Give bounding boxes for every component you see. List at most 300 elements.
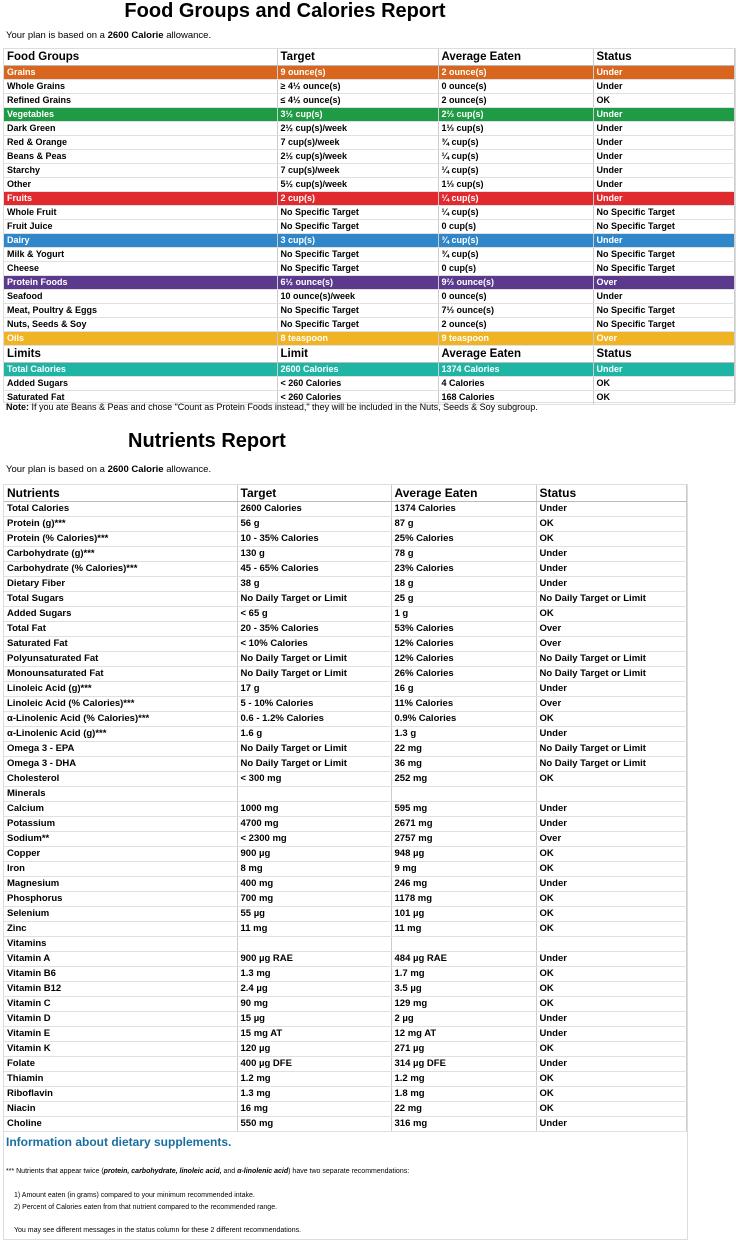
nutrient-row <box>4 1102 686 1117</box>
table-cell: Over <box>536 622 686 637</box>
table-cell: ¼ cup(s) <box>438 192 593 206</box>
table-cell: Grains <box>4 66 277 80</box>
table-cell: 2757 mg <box>391 832 536 847</box>
nutrient-row <box>4 652 686 667</box>
table-cell: Vitamin D <box>4 1012 237 1027</box>
table-cell: < 65 g <box>237 607 391 622</box>
table-cell: OK <box>536 517 686 532</box>
table-cell: 90 mg <box>237 997 391 1012</box>
table-cell: 12 mg AT <box>391 1027 536 1042</box>
table-cell: Status <box>593 49 734 66</box>
table-cell: OK <box>536 1042 686 1057</box>
table-cell: OK <box>536 997 686 1012</box>
table-cell: 9 ounce(s) <box>277 66 438 80</box>
table-cell: OK <box>536 922 686 937</box>
table-cell: Vitamin K <box>4 1042 237 1057</box>
food-group-row <box>4 66 734 80</box>
table-cell: Total Sugars <box>4 592 237 607</box>
table-cell: Under <box>536 1057 686 1072</box>
nutrient-row <box>4 772 686 787</box>
table-cell: ¾ cup(s) <box>438 234 593 248</box>
table-cell: 101 µg <box>391 907 536 922</box>
table-cell: 0 ounce(s) <box>438 290 593 304</box>
nutrient-row <box>4 757 686 772</box>
nutrient-row <box>4 1117 686 1132</box>
table-cell: Cholesterol <box>4 772 237 787</box>
nutrient-row <box>4 982 686 997</box>
table-cell: 2⅔ cup(s) <box>438 108 593 122</box>
table-cell: Iron <box>4 862 237 877</box>
table-cell: 271 µg <box>391 1042 536 1057</box>
table-cell: Vegetables <box>4 108 277 122</box>
table-cell: 5 - 10% Calories <box>237 697 391 712</box>
nutrient-row <box>4 682 686 697</box>
table-cell: 11 mg <box>391 922 536 937</box>
nutrient-row <box>4 787 686 802</box>
table-cell: Cheese <box>4 262 277 276</box>
table-cell: 550 mg <box>237 1117 391 1132</box>
table-cell: 252 mg <box>391 772 536 787</box>
table-cell: 2 ounce(s) <box>438 66 593 80</box>
table-cell: 1⅓ cup(s) <box>438 122 593 136</box>
table-cell: 22 mg <box>391 742 536 757</box>
table-cell: Omega 3 - EPA <box>4 742 237 757</box>
table-cell: No Daily Target or Limit <box>237 652 391 667</box>
table-cell: OK <box>536 967 686 982</box>
table-cell: 55 µg <box>237 907 391 922</box>
table-cell: 900 µg <box>237 847 391 862</box>
table-cell: Under <box>536 877 686 892</box>
table-cell: Copper <box>4 847 237 862</box>
table-cell: Vitamin E <box>4 1027 237 1042</box>
table-cell: Under <box>536 952 686 967</box>
limit-row <box>4 377 734 391</box>
subgroup-row <box>4 248 734 262</box>
table-cell: 3 cup(s) <box>277 234 438 248</box>
subgroup-row <box>4 94 734 108</box>
dietary-supplements-link[interactable]: Information about dietary supplements. <box>6 1135 232 1149</box>
table-cell: < 300 mg <box>237 772 391 787</box>
table-cell: Omega 3 - DHA <box>4 757 237 772</box>
subgroup-row <box>4 304 734 318</box>
table-cell: Saturated Fat <box>4 391 277 405</box>
table-cell: Fruits <box>4 192 277 206</box>
table-cell: Under <box>536 502 686 517</box>
table-cell: Under <box>536 727 686 742</box>
table-cell: 5½ cup(s)/week <box>277 178 438 192</box>
food-group-row <box>4 234 734 248</box>
table-cell: Over <box>536 832 686 847</box>
nutrient-row <box>4 817 686 832</box>
table-cell: Potassium <box>4 817 237 832</box>
table-cell: 484 µg RAE <box>391 952 536 967</box>
table-cell: 53% Calories <box>391 622 536 637</box>
table-cell: Over <box>536 697 686 712</box>
table-cell: Folate <box>4 1057 237 1072</box>
table-header-row <box>4 485 686 502</box>
table-cell: 1178 mg <box>391 892 536 907</box>
table-cell: Whole Grains <box>4 80 277 94</box>
nutrient-row <box>4 892 686 907</box>
nutrient-row <box>4 712 686 727</box>
table-cell: 4700 mg <box>237 817 391 832</box>
table-cell: OK <box>536 712 686 727</box>
table-cell: Refined Grains <box>4 94 277 108</box>
table-cell: Over <box>536 637 686 652</box>
table-cell: 17 g <box>237 682 391 697</box>
table-cell: 3.5 µg <box>391 982 536 997</box>
table-cell: Sodium** <box>4 832 237 847</box>
table-cell: Selenium <box>4 907 237 922</box>
table-cell: No Specific Target <box>593 318 734 332</box>
table-cell: Carbohydrate (% Calories)*** <box>4 562 237 577</box>
table-cell: 1.6 g <box>237 727 391 742</box>
table-cell: 3½ cup(s) <box>277 108 438 122</box>
nutrient-row <box>4 832 686 847</box>
table-cell: 2 ounce(s) <box>438 94 593 108</box>
table-cell: OK <box>536 1087 686 1102</box>
table-cell: ≤ 4½ ounce(s) <box>277 94 438 108</box>
subgroup-row <box>4 150 734 164</box>
subgroup-row <box>4 122 734 136</box>
nutrient-row <box>4 952 686 967</box>
plan-allowance-text-2: Your plan is based on a 2600 Calorie allowance. <box>6 464 212 475</box>
table-cell: Seafood <box>4 290 277 304</box>
food-groups-table <box>4 49 735 405</box>
table-cell: Under <box>593 80 734 94</box>
table-cell: 2 cup(s) <box>277 192 438 206</box>
table-cell <box>391 787 536 802</box>
table-cell: No Daily Target or Limit <box>536 742 686 757</box>
footnote-3: You may see different messages in the status column for these 2 different recommendations. <box>14 1227 302 1234</box>
table-cell: 9⅔ ounce(s) <box>438 276 593 290</box>
table-cell: 0.6 - 1.2% Calories <box>237 712 391 727</box>
table-cell: 45 - 65% Calories <box>237 562 391 577</box>
table-cell: 8 teaspoon <box>277 332 438 346</box>
nutrient-row <box>4 1072 686 1087</box>
table-cell: Meat, Poultry & Eggs <box>4 304 277 318</box>
table-cell: 23% Calories <box>391 562 536 577</box>
table-cell: Average Eaten <box>391 485 536 502</box>
table-cell: ¾ cup(s) <box>438 136 593 150</box>
nutrient-row <box>4 997 686 1012</box>
table-cell: 6½ ounce(s) <box>277 276 438 290</box>
table-cell: 2600 Calories <box>277 363 438 377</box>
table-cell: 78 g <box>391 547 536 562</box>
table-cell: 1.3 mg <box>237 967 391 982</box>
table-cell: Red & Orange <box>4 136 277 150</box>
table-cell: OK <box>536 772 686 787</box>
table-cell: Under <box>536 562 686 577</box>
table-cell <box>536 787 686 802</box>
table-cell: Vitamin B6 <box>4 967 237 982</box>
subgroup-row <box>4 262 734 276</box>
table-cell: 1⅓ cup(s) <box>438 178 593 192</box>
table-cell: Vitamin B12 <box>4 982 237 997</box>
nutrient-row <box>4 922 686 937</box>
subgroup-row <box>4 220 734 234</box>
table-cell: 36 mg <box>391 757 536 772</box>
table-cell: 7 cup(s)/week <box>277 136 438 150</box>
table-cell: 0 cup(s) <box>438 262 593 276</box>
plan-allowance-text-1: Your plan is based on a 2600 Calorie allowance. <box>6 30 212 41</box>
table-cell: 1 g <box>391 607 536 622</box>
table-cell: OK <box>536 982 686 997</box>
table-cell: 9 mg <box>391 862 536 877</box>
nutrient-row <box>4 877 686 892</box>
table-cell: Phosphorus <box>4 892 237 907</box>
table-cell: No Specific Target <box>277 220 438 234</box>
table-cell: 1.8 mg <box>391 1087 536 1102</box>
table-cell: 2 µg <box>391 1012 536 1027</box>
table-cell: Under <box>593 108 734 122</box>
table-cell: Average Eaten <box>438 346 593 363</box>
table-cell: 2.4 µg <box>237 982 391 997</box>
table-cell: 246 mg <box>391 877 536 892</box>
table-cell: Choline <box>4 1117 237 1132</box>
table-cell: Limit <box>277 346 438 363</box>
table-cell: No Specific Target <box>593 304 734 318</box>
table-cell: 2½ cup(s)/week <box>277 150 438 164</box>
table-cell: < 10% Calories <box>237 637 391 652</box>
nutrient-row <box>4 1027 686 1042</box>
table-cell: OK <box>536 907 686 922</box>
table-cell: Target <box>237 485 391 502</box>
table-cell: OK <box>536 892 686 907</box>
table-cell: No Daily Target or Limit <box>536 592 686 607</box>
nutrient-row <box>4 622 686 637</box>
table-cell: Status <box>536 485 686 502</box>
table-cell <box>237 787 391 802</box>
nutrients-report-title: Nutrients Report <box>128 430 286 452</box>
food-group-row <box>4 332 734 346</box>
table-cell: ¾ cup(s) <box>438 248 593 262</box>
table-cell: ≥ 4½ ounce(s) <box>277 80 438 94</box>
table-cell: Vitamins <box>4 937 237 952</box>
table-cell: No Specific Target <box>277 318 438 332</box>
table-cell: 9 teaspoon <box>438 332 593 346</box>
table-cell: Saturated Fat <box>4 637 237 652</box>
nutrient-row <box>4 1012 686 1027</box>
food-groups-report-title: Food Groups and Calories Report <box>124 0 446 22</box>
table-cell: 7⅓ ounce(s) <box>438 304 593 318</box>
table-cell: No Daily Target or Limit <box>536 757 686 772</box>
table-cell: Under <box>593 234 734 248</box>
table-cell: Linoleic Acid (g)*** <box>4 682 237 697</box>
table-cell: 25 g <box>391 592 536 607</box>
table-cell: 11 mg <box>237 922 391 937</box>
table-cell: Dietary Fiber <box>4 577 237 592</box>
table-cell: OK <box>593 94 734 108</box>
nutrient-row <box>4 907 686 922</box>
nutrient-row <box>4 727 686 742</box>
table-cell: Under <box>593 363 734 377</box>
table-cell: OK <box>536 847 686 862</box>
table-cell: Magnesium <box>4 877 237 892</box>
table-cell: Under <box>536 817 686 832</box>
nutrient-row <box>4 517 686 532</box>
table-cell: Protein (g)*** <box>4 517 237 532</box>
nutrient-row <box>4 502 686 517</box>
table-cell: Nutrients <box>4 485 237 502</box>
table-cell: Carbohydrate (g)*** <box>4 547 237 562</box>
table-cell: Oils <box>4 332 277 346</box>
table-cell <box>391 937 536 952</box>
subgroup-row <box>4 136 734 150</box>
table-cell: Under <box>593 192 734 206</box>
table-cell: Under <box>536 1027 686 1042</box>
table-cell: Thiamin <box>4 1072 237 1087</box>
subgroup-row <box>4 178 734 192</box>
table-cell: 16 g <box>391 682 536 697</box>
table-cell: 1374 Calories <box>438 363 593 377</box>
table-cell: 12% Calories <box>391 637 536 652</box>
table-cell: 2600 Calories <box>237 502 391 517</box>
table-cell: Polyunsaturated Fat <box>4 652 237 667</box>
table-cell: No Daily Target or Limit <box>237 667 391 682</box>
table-cell: Niacin <box>4 1102 237 1117</box>
nutrient-row <box>4 1042 686 1057</box>
table-cell: Under <box>593 150 734 164</box>
nutrient-row <box>4 697 686 712</box>
table-cell: 129 mg <box>391 997 536 1012</box>
table-cell: 1.3 g <box>391 727 536 742</box>
food-group-row <box>4 276 734 290</box>
table-cell: < 2300 mg <box>237 832 391 847</box>
table-cell: 20 - 35% Calories <box>237 622 391 637</box>
table-cell: Over <box>593 276 734 290</box>
table-cell: No Daily Target or Limit <box>237 592 391 607</box>
table-cell: 120 µg <box>237 1042 391 1057</box>
table-cell: Protein Foods <box>4 276 277 290</box>
nutrient-row <box>4 1057 686 1072</box>
table-cell: Limits <box>4 346 277 363</box>
table-cell: 25% Calories <box>391 532 536 547</box>
limit-row <box>4 363 734 377</box>
table-cell: 400 mg <box>237 877 391 892</box>
table-cell: < 260 Calories <box>277 377 438 391</box>
table-cell: Under <box>536 682 686 697</box>
table-cell: Linoleic Acid (% Calories)*** <box>4 697 237 712</box>
table-cell: 8 mg <box>237 862 391 877</box>
table-cell: 1.2 mg <box>391 1072 536 1087</box>
table-cell: < 260 Calories <box>277 391 438 405</box>
table-cell: No Specific Target <box>277 206 438 220</box>
nutrient-row <box>4 937 686 952</box>
table-cell: 2 ounce(s) <box>438 318 593 332</box>
table-cell: 26% Calories <box>391 667 536 682</box>
nutrient-row <box>4 532 686 547</box>
table-cell: No Specific Target <box>593 220 734 234</box>
nutrient-row <box>4 577 686 592</box>
table-cell: Under <box>593 164 734 178</box>
table-cell: No Specific Target <box>593 248 734 262</box>
table-cell: 168 Calories <box>438 391 593 405</box>
table-cell: 130 g <box>237 547 391 562</box>
table-cell: Under <box>593 136 734 150</box>
table-cell: 7 cup(s)/week <box>277 164 438 178</box>
limits-header-row <box>4 346 734 363</box>
subgroup-row <box>4 318 734 332</box>
table-cell: Nuts, Seeds & Soy <box>4 318 277 332</box>
table-cell: Average Eaten <box>438 49 593 66</box>
table-cell: 18 g <box>391 577 536 592</box>
table-cell: Under <box>536 802 686 817</box>
table-cell: Beans & Peas <box>4 150 277 164</box>
table-header-row <box>4 49 734 66</box>
table-cell: 2½ cup(s)/week <box>277 122 438 136</box>
table-cell: Fruit Juice <box>4 220 277 234</box>
table-cell: Starchy <box>4 164 277 178</box>
nutrient-row <box>4 802 686 817</box>
table-cell <box>237 937 391 952</box>
table-cell: No Specific Target <box>277 262 438 276</box>
table-cell: 400 µg DFE <box>237 1057 391 1072</box>
table-cell: No Daily Target or Limit <box>237 757 391 772</box>
table-cell: 56 g <box>237 517 391 532</box>
table-cell: Milk & Yogurt <box>4 248 277 262</box>
table-cell: Total Calories <box>4 502 237 517</box>
table-cell: Under <box>593 290 734 304</box>
table-cell: OK <box>536 1102 686 1117</box>
table-cell: Dairy <box>4 234 277 248</box>
table-cell: Under <box>593 66 734 80</box>
subgroup-row <box>4 290 734 304</box>
table-cell: ¼ cup(s) <box>438 150 593 164</box>
table-cell: No Daily Target or Limit <box>237 742 391 757</box>
nutrient-row <box>4 967 686 982</box>
table-cell: Under <box>593 122 734 136</box>
table-cell: Under <box>593 178 734 192</box>
table-cell: Food Groups <box>4 49 277 66</box>
table-cell: 1.3 mg <box>237 1087 391 1102</box>
table-cell: 1.2 mg <box>237 1072 391 1087</box>
table-cell: Dark Green <box>4 122 277 136</box>
table-cell: 314 µg DFE <box>391 1057 536 1072</box>
nutrient-row <box>4 667 686 682</box>
nutrient-row <box>4 592 686 607</box>
table-cell: No Specific Target <box>277 304 438 318</box>
nutrient-row <box>4 847 686 862</box>
table-cell: 0 ounce(s) <box>438 80 593 94</box>
nutrient-row <box>4 637 686 652</box>
table-cell: 1374 Calories <box>391 502 536 517</box>
table-cell: 16 mg <box>237 1102 391 1117</box>
nutrients-table <box>4 485 687 1132</box>
table-cell <box>536 937 686 952</box>
food-group-row <box>4 192 734 206</box>
table-cell: 10 ounce(s)/week <box>277 290 438 304</box>
table-cell: No Specific Target <box>593 262 734 276</box>
nutrient-row <box>4 547 686 562</box>
table-cell: No Daily Target or Limit <box>536 652 686 667</box>
table-cell: 38 g <box>237 577 391 592</box>
table-cell: 12% Calories <box>391 652 536 667</box>
table-cell: Added Sugars <box>4 377 277 391</box>
table-cell: Over <box>593 332 734 346</box>
table-cell: Status <box>593 346 734 363</box>
table-cell: Under <box>536 547 686 562</box>
table-cell: Monounsaturated Fat <box>4 667 237 682</box>
table-cell: Total Fat <box>4 622 237 637</box>
table-cell: No Specific Target <box>277 248 438 262</box>
table-cell: Protein (% Calories)*** <box>4 532 237 547</box>
table-cell: OK <box>536 532 686 547</box>
table-cell: α-Linolenic Acid (g)*** <box>4 727 237 742</box>
table-cell: 0 cup(s) <box>438 220 593 234</box>
table-cell: 948 µg <box>391 847 536 862</box>
table-cell: Zinc <box>4 922 237 937</box>
